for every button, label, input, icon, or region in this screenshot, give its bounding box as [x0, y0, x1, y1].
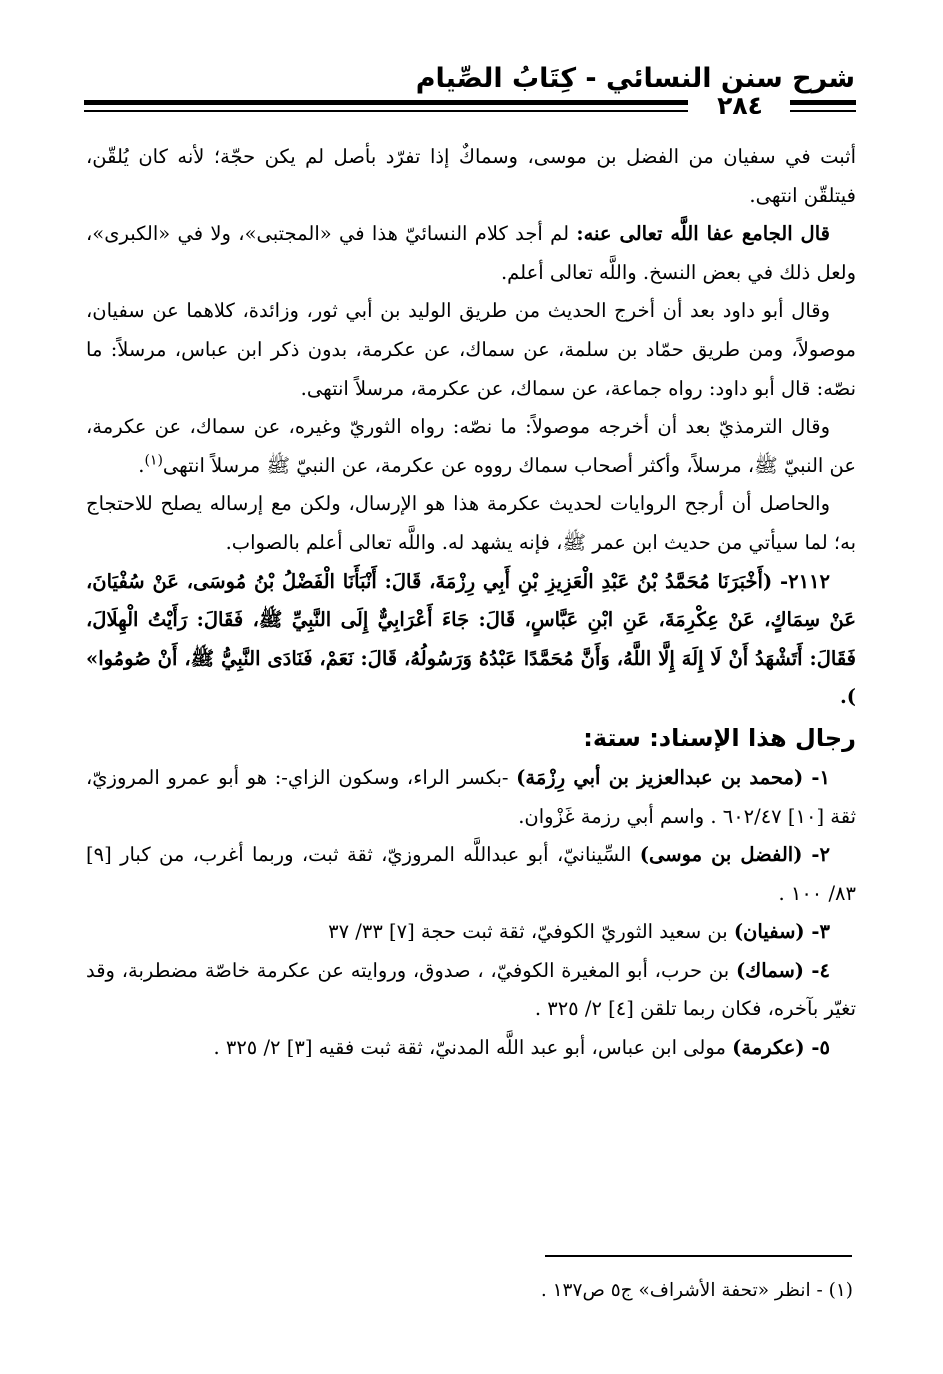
header-rule — [84, 100, 688, 105]
header-rule-right — [790, 100, 856, 105]
paragraph-conclusion: والحاصل أن أرجح الروايات لحديث عكرمة هذا هو الإرسال، ولكن مع إرساله يصلح للاحتجاج به؛ لما سيأتي من حديث ابن عمر ﷺ، فإنه يشهد له. واللَّه تعالى أعلم بالصواب. — [86, 492, 856, 554]
narrator-2-name: ٢- (الفضل بن موسى) — [639, 843, 830, 867]
narrator-3-name: ٣- (سفيان) — [733, 920, 830, 944]
narrator-5-desc: مولى ابن عباس، أبو عبد اللَّه المدنيّ، ثقة ثبت فقيه [٣] ٢/ ٣٢٥ . — [213, 1036, 733, 1060]
narrator-3-desc: بن سعيد الثوريّ الكوفيّ، ثقة ثبت حجة [٧] ٣٣/ ٣٧ — [328, 920, 734, 944]
section-heading: رجال هذا الإسناد: ستة: — [583, 723, 856, 752]
hadith-text: ٢١١٢- (أَخْبَرَنَا مُحَمَّدُ بْنُ عَبْدِ الْعَزِيزِ بْنِ أَبِي رِزْمَةَ، قَالَ: أَنْبَأَنَا الْفَضْلُ بْنُ مُوسَى، عَنْ سُفْيَانَ، عَنْ سِمَاكٍ، عَنْ عِكْرِمَةَ، عَنِ ابْنِ عَبَّاسٍ، قَالَ: جَاءَ أَعْرَابِيٌّ إِلَى النَّبِيِّ ﷺ، فَقَالَ: رَأَيْتُ الْهِلَالَ، فَقَالَ: أَتَشْهَدُ أَنْ لَا إِلَهَ إِلَّا اللَّهُ، وَأَنَّ مُحَمَّدًا عَبْدُهُ وَرَسُولُهُ، قَالَ: نَعَمْ، فَنَادَى النَّبِيُّ ﷺ، أَنْ صُومُوا» ). — [86, 569, 856, 709]
narrator-5-name: ٥- (عكرمة) — [732, 1036, 830, 1060]
footnote-divider — [545, 1255, 852, 1257]
narrator-5 — [86, 1029, 856, 1068]
narrator-4-desc: بن حرب، أبو المغيرة الكوفيّ، ، صدوق، وروايته عن عكرمة خاصّة مضطربة، وقد تغيّر بآخره، فكان ربما تلقن [٤] ٢/ ٣٢٥ . — [86, 958, 856, 1021]
paragraph-continuation: أثبت في سفيان من الفضل بن موسى، وسماكٌ إذا تفرّد بأصل لم يكن حجّة؛ لأنه كان يُلقّن، فيتلقّن انتهى. — [86, 145, 856, 207]
narrator-3 — [86, 913, 856, 952]
narrator-4 — [86, 952, 856, 1029]
header-rule-right-thin — [790, 110, 856, 112]
jami-label: قال الجامع عفا اللَّه تعالى عنه: — [576, 222, 830, 246]
page-body — [86, 138, 856, 1068]
jami-text: لم أجد كلام النسائيّ هذا في «المجتبى»، ولا في «الكبرى»، ولعل ذلك في بعض النسخ. واللَّه تعالى أعلم. — [86, 222, 856, 284]
tirmidhi-end: . — [138, 453, 145, 477]
paragraph-jami-note — [86, 215, 856, 292]
narrator-1-desc: -بكسر الراء، وسكون الزاي-: هو أبو عمرو المروزيّ، ثقة [١٠] ٦٠٢/٤٧ . واسم أبي رزمة غَزْوان. — [86, 765, 856, 828]
narrator-1-name: ١- (محمد بن عبدالعزيز بن أبي رِزْمَة) — [516, 765, 831, 789]
footnote-reference[interactable]: (١) — [144, 452, 163, 469]
page-number: ٢٨٤ — [717, 91, 763, 120]
paragraph-abu-dawud: وقال أبو داود بعد أن أخرج الحديث من طريق الوليد بن أبي ثور، وزائدة، كلاهما عن سفيان، موصولاً، ومن طريق حمّاد بن سلمة، عن سماك، عن عكرمة، بدون ذكر ابن عباس، مرسلاً: ما نصّه: قال أبو داود: رواه جماعة، عن سماك، عن عكرمة، مرسلاً انتهى. — [86, 299, 856, 400]
tirmidhi-text: وقال الترمذيّ بعد أن أخرجه موصولاً: ما نصّه: رواه الثوريّ وغيره، عن سماك، عن عكرمة، عن النبيّ ﷺ، مرسلاً، وأكثر أصحاب سماك رووه عن عكرمة، عن النبيّ ﷺ مرسلاً انتهى — [86, 415, 856, 477]
footnote: (١) - انظر «تحفة الأشراف» ج٥ ص١٣٧ . — [540, 1280, 853, 1301]
header-rule-thin — [84, 110, 688, 112]
narrator-2 — [86, 836, 856, 913]
running-title: شرح سنن النسائي - كِتَابُ الصِّيام — [415, 63, 855, 94]
paragraph-tirmidhi — [86, 408, 856, 485]
narrator-1 — [86, 759, 856, 836]
narrator-2-desc: السِّينانيّ، أبو عبداللَّه المروزيّ، ثقة ثبت، وربما أغرب، من كبار [٩] ٨٣/ ١٠٠ . — [86, 843, 856, 905]
narrator-4-name: ٤- (سماك) — [735, 958, 830, 982]
